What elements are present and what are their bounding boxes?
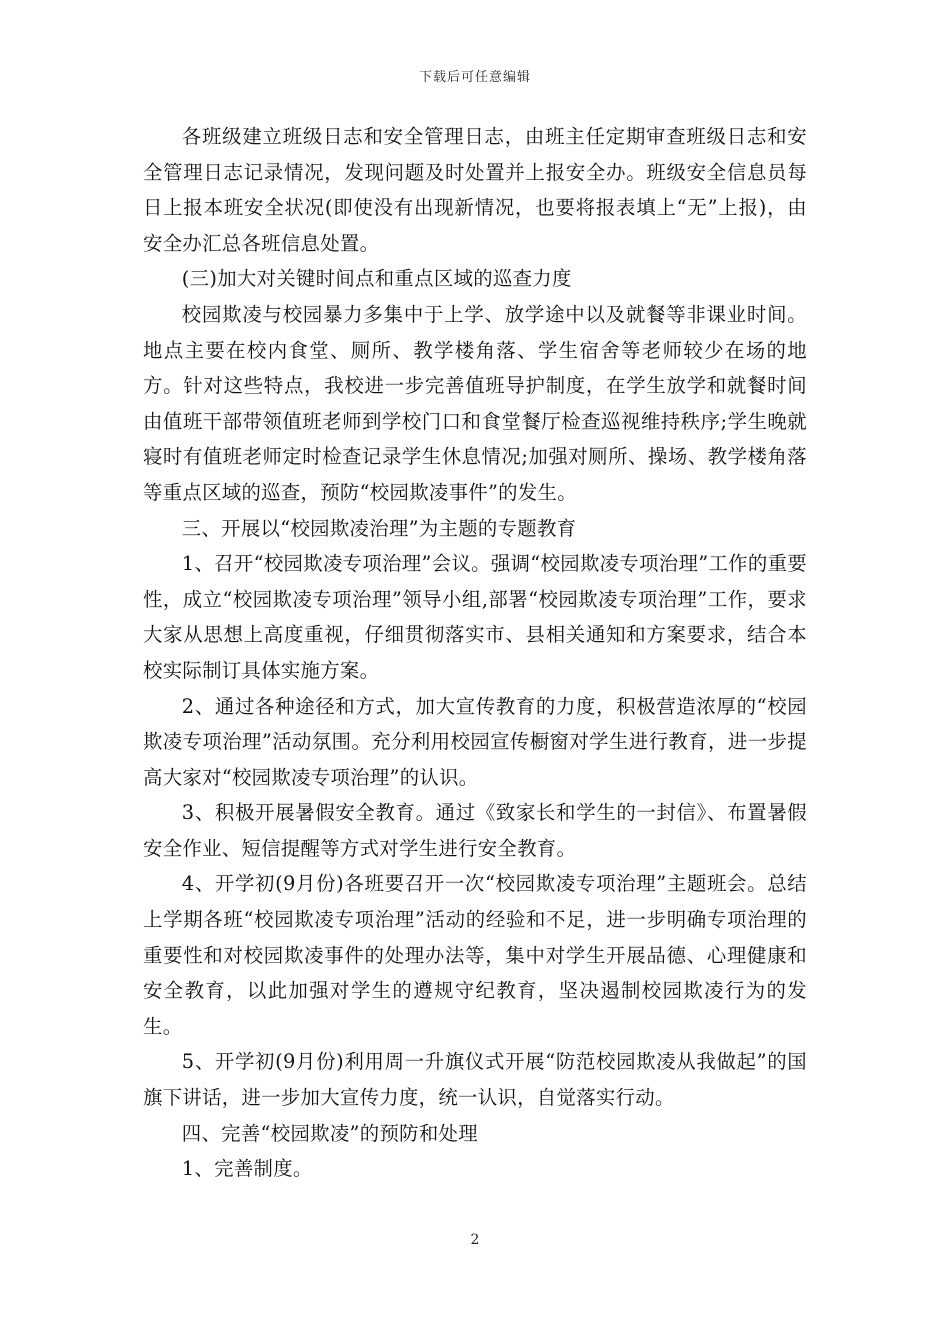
document-body	[143, 119, 807, 1187]
heading-patrol: (三)加大对关键时间点和重点区域的巡查力度	[181, 267, 572, 291]
paragraph-publicity: 2、通过各种途径和方式，加大宣传教育的力度，积极营造浓厚的“校园欺凌专项治理”活动氛围。充分利用校园宣传橱窗对学生进行教育，进一步提高大家对“校园欺凌专项治理”的认识。	[143, 694, 807, 789]
paragraph-improve-system: 1、完善制度。	[181, 1157, 313, 1181]
page-header: 下载后可任意编辑	[418, 70, 531, 85]
paragraph-class-meeting: 4、开学初(9月份)各班要召开一次“校园欺凌专项治理”主题班会。总结上学期各班“校园欺凌专项治理”活动的经验和不足，进一步明确专项治理的重要性和对校园欺凌事件的处理办法等，集中对学生开展品德、心理健康和安全教育，以此加强对学生的遵规守纪教育，坚决遏制校园欺凌行为的发生。	[143, 872, 807, 1038]
paragraph-patrol: 校园欺凌与校园暴力多集中于上学、放学途中以及就餐等非课业时间。地点主要在校内食堂、厕所、教学楼角落、学生宿舍等老师较少在场的地方。针对这些特点，我校进一步完善值班导护制度，在学生放学和就餐时间由值班干部带领值班老师到学校门口和食堂餐厅检查巡视维持秩序;学生晚就寝时有值班老师定时检查记录学生休息情况;加强对厕所、操场、教学楼角落等重点区域的巡查，预防“校园欺凌事件”的发生。	[143, 302, 807, 504]
heading-prevention: 四、完善“校园欺凌”的预防和处理	[181, 1121, 478, 1145]
paragraph-class-logs: 各班级建立班级日志和安全管理日志，由班主任定期审查班级日志和安全管理日志记录情况，发现问题及时处置并上报安全办。班级安全信息员每日上报本班安全状况(即使没有出现新情况，也要将报表填上“无”上报)，由安全办汇总各班信息处置。	[143, 125, 807, 255]
heading-education: 三、开展以“校园欺凌治理”为主题的专题教育	[181, 516, 577, 540]
paragraph-meeting: 1、召开“校园欺凌专项治理”会议。强调“校园欺凌专项治理”工作的重要性，成立“校园欺凌专项治理”领导小组,部署“校园欺凌专项治理”工作，要求大家从思想上高度重视，仔细贯彻落实市、县相关通知和方案要求，结合本校实际制订具体实施方案。	[143, 552, 807, 682]
paragraph-summer-safety: 3、积极开展暑假安全教育。通过《致家长和学生的一封信》、布置暑假安全作业、短信提醒等方式对学生进行安全教育。	[143, 801, 807, 860]
paragraph-flag-speech: 5、开学初(9月份)利用周一升旗仪式开展“防范校园欺凌从我做起”的国旗下讲话，进一步加大宣传力度，统一认识，自觉落实行动。	[143, 1050, 807, 1110]
page-number: 2	[470, 1232, 480, 1248]
